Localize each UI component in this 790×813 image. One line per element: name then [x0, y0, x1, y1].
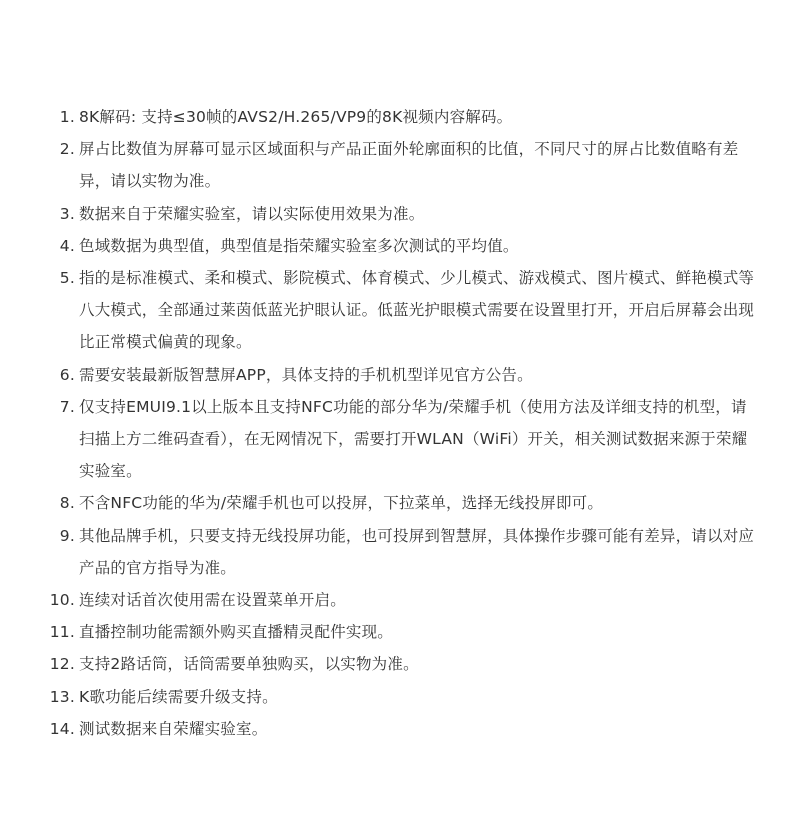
footnotes-list: [40, 101, 760, 745]
footnote-text: 其他品牌手机，只要支持无线投屏功能，也可投屏到智慧屏，具体操作步骤可能有差异，请以对应产品的官方指导为准。: [79, 526, 755, 577]
footnote-number: 8.: [59, 494, 75, 513]
footnote-number: 4.: [59, 236, 75, 255]
footnote-text: 直播控制功能需额外购买直播精灵配件实现。: [79, 623, 394, 642]
footnote-number: 2.: [59, 140, 75, 159]
footnote-item: [40, 616, 760, 648]
footnote-item: [40, 133, 760, 197]
footnote-number: 11.: [49, 623, 75, 642]
footnote-item: [40, 359, 760, 391]
footnote-number: 9.: [59, 526, 75, 545]
footnote-text: 仅支持EMUI9.1以上版本且支持NFC功能的部分华为/荣耀手机（使用方法及详细支持的机型，请扫描上方二维码查看），在无网情况下，需要打开WLAN（WiFi）开关，相关测试数据来源于荣耀实验室。: [79, 397, 748, 481]
footnote-number: 5.: [59, 269, 75, 288]
footnote-text: K歌功能后续需要升级支持。: [79, 687, 278, 706]
footnote-number: 12.: [49, 655, 75, 674]
footnote-item: [40, 198, 760, 230]
footnote-number: 10.: [49, 591, 75, 610]
footnote-text: 支持2路话筒，话筒需要单独购买，以实物为准。: [79, 655, 419, 674]
footnote-number: 13.: [49, 687, 75, 706]
footnote-text: 屏占比数值为屏幕可显示区域面积与产品正面外轮廓面积的比值，不同尺寸的屏占比数值略有差异，请以实物为准。: [79, 140, 739, 191]
footnote-number: 14.: [49, 719, 75, 738]
footnote-text: 不含NFC功能的华为/荣耀手机也可以投屏，下拉菜单，选择无线投屏即可。: [79, 494, 604, 513]
footnote-item: [40, 584, 760, 616]
footnote-item: [40, 230, 760, 262]
footnote-item: [40, 101, 760, 133]
footnote-number: 3.: [59, 204, 75, 223]
footnote-text: 连续对话首次使用需在设置菜单开启。: [79, 591, 346, 610]
footnote-text: 色域数据为典型值，典型值是指荣耀实验室多次测试的平均值。: [79, 236, 519, 255]
footnote-item: [40, 262, 760, 359]
footnote-item: [40, 487, 760, 519]
footnote-number: 7.: [59, 397, 75, 416]
footnote-item: [40, 391, 760, 488]
footnote-item: [40, 520, 760, 584]
footnote-item: [40, 713, 760, 745]
footnote-item: [40, 681, 760, 713]
footnote-text: 指的是标准模式、柔和模式、影院模式、体育模式、少儿模式、游戏模式、图片模式、鲜艳模式等八大模式，全部通过莱茵低蓝光护眼认证。低蓝光护眼模式需要在设置里打开，开启后屏幕会出现比正常模式偏黄的现象。: [79, 269, 755, 352]
footnote-text: 测试数据来自荣耀实验室。: [79, 719, 268, 738]
footnote-text: 需要安装最新版智慧屏APP，具体支持的手机机型详见官方公告。: [79, 365, 533, 384]
footnote-text: 数据来自于荣耀实验室，请以实际使用效果为准。: [79, 204, 425, 223]
footnote-number: 6.: [59, 365, 75, 384]
footnote-number: 1.: [59, 108, 75, 126]
footnote-item: [40, 648, 760, 680]
footnote-text: 8K解码: 支持≤30帧的AVS2/H.265/VP9的8K视频内容解码。: [79, 108, 513, 126]
